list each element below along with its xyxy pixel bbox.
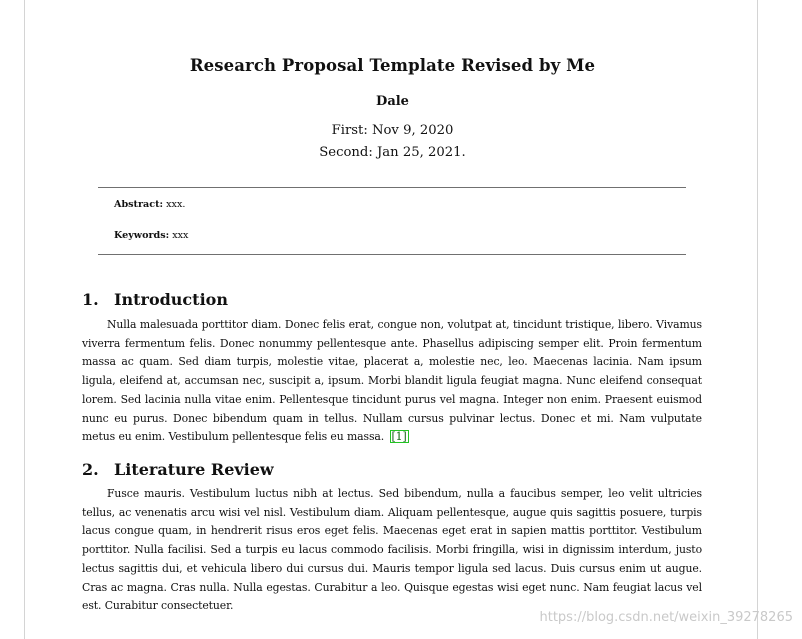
keywords-line: [114, 230, 188, 241]
citation-link[interactable]: [1]: [391, 430, 407, 444]
abstract-top-rule: [98, 187, 686, 188]
section-heading-introduction: [82, 290, 228, 309]
document-date-first: First: Nov 9, 2020: [331, 123, 454, 138]
paragraph-text: Fusce mauris. Vestibulum luctus nibh at lectus. Sed bibendum, nulla a faucibus semper, leo velit ultricies tellus, ac venenatis arcu wisi vel nisl. Vestibulum diam. Aliquam pellentesque, augue quis sagittis posuere, turpis lacus congue quam, in hendrerit risus eros eget felis. Maecenas eget erat in sapien mattis porttitor. Vestibulum porttitor. Nulla facilisi. Sed a turpis eu lacus commodo facilisis. Morbi fringilla, wisi in dignissim interdum, justo lectus sagittis dui, et vehicula libero dui cursus dui. Mauris tempor ligula sed lacus. Duis cursus enim ut augue. Cras ac magna. Cras nulla. Nulla egestas. Curabitur a leo. Quisque egestas wisi eget nunc. Nam feugiat lacus vel est. Curabitur consectetuer.: [82, 487, 702, 613]
document-title: Research Proposal Template Revised by Me: [189, 56, 596, 75]
watermark-url: https://blog.csdn.net/weixin_39278265: [539, 610, 793, 625]
citation-number: 1: [395, 430, 403, 444]
abstract-line: [114, 199, 185, 210]
section-number: 2.: [82, 460, 99, 479]
section-title: Introduction: [114, 290, 228, 309]
section-paragraph-literature-review: [82, 485, 702, 616]
document-date-second: Second: Jan 25, 2021.: [319, 145, 466, 160]
document-author: Dale: [376, 94, 409, 109]
section-paragraph-introduction: [82, 316, 702, 447]
abstract-bottom-rule: [98, 254, 686, 255]
section-title: Literature Review: [114, 460, 274, 479]
paragraph-text: Nulla malesuada porttitor diam. Donec felis erat, congue non, volutpat at, tincidunt tristique, libero. Vivamus viverra fermentum felis. Donec nonummy pellentesque ante. Phasellus adipiscing semper elit. Proin fermentum massa ac quam. Sed diam turpis, molestie vitae, placerat a, molestie nec, leo. Maecenas lacinia. Nam ipsum ligula, eleifend at, accumsan nec, suscipit a, ipsum. Morbi blandit ligula feugiat magna. Nunc eleifend consequat lorem. Sed lacinia nulla vitae enim. Pellentesque tincidunt purus vel magna. Integer non enim. Praesent euismod nunc eu purus. Donec bibendum quam in tellus. Nullam cursus pulvinar lectus. Donec et mi. Nam vulputate metus eu enim. Vestibulum pellentesque felis eu massa.: [82, 318, 702, 444]
keywords-label: Keywords:: [114, 230, 170, 241]
abstract-label: Abstract:: [114, 199, 164, 210]
section-number: 1.: [82, 290, 99, 309]
abstract-text: xxx.: [166, 199, 186, 210]
keywords-text: xxx: [172, 230, 189, 241]
section-heading-literature-review: [82, 460, 274, 479]
